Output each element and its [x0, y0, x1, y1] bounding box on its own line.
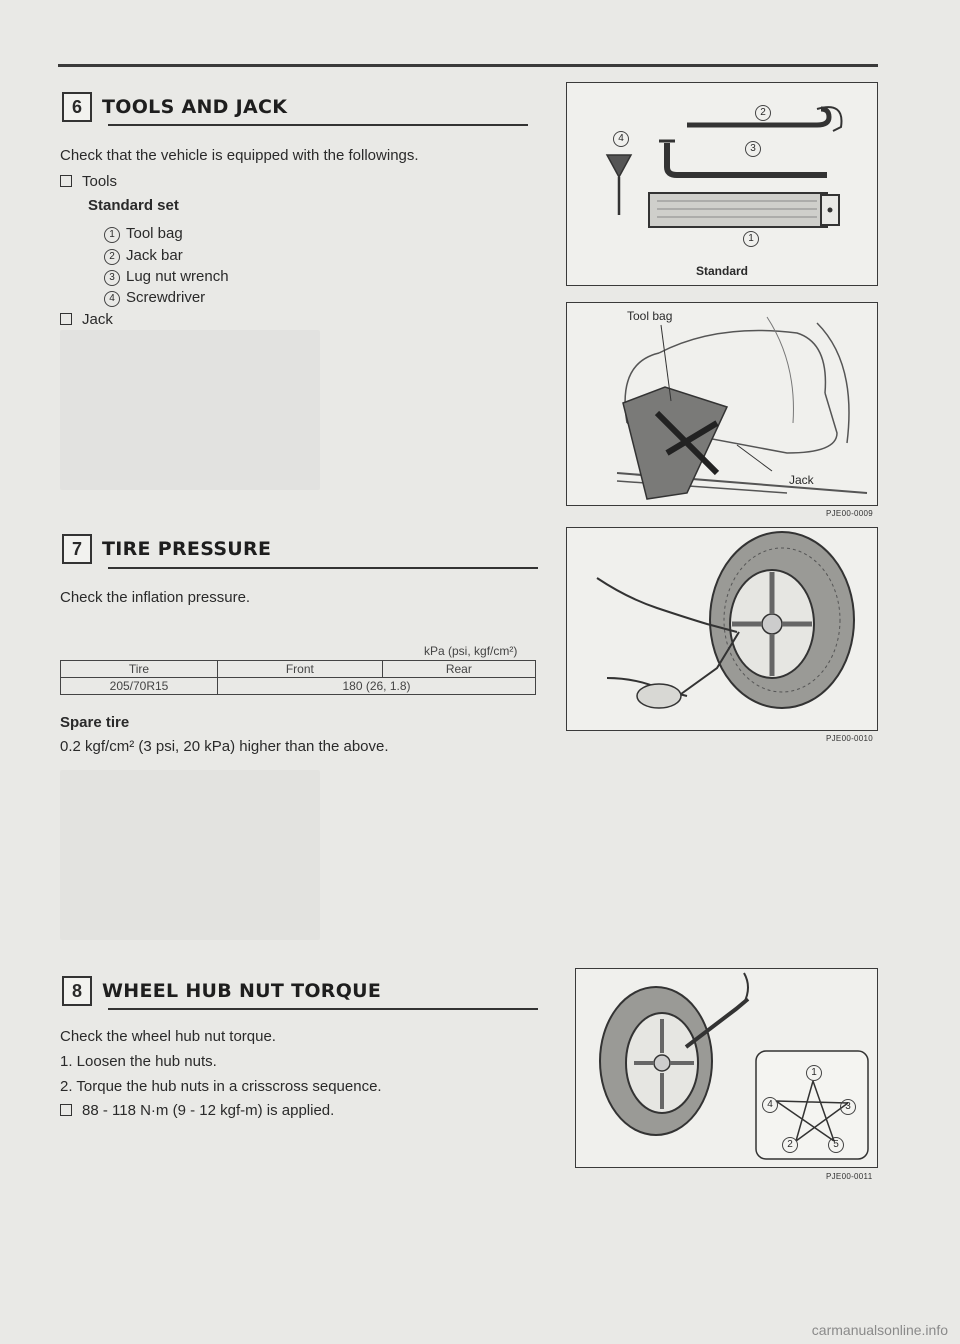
figure-caption: Standard: [695, 264, 748, 278]
tools-intro: Check that the vehicle is equipped with the followings.: [60, 147, 419, 164]
checkbox-icon: [60, 313, 72, 325]
torque-spec: 88 - 118 N·m (9 - 12 kgf-m) is applied.: [82, 1102, 335, 1119]
jack-label: Jack: [82, 311, 113, 328]
figure-code: PJE00-0009: [826, 509, 874, 518]
spare-tire-label: Spare tire: [60, 714, 130, 731]
section-title: TOOLS AND JACK: [102, 96, 288, 118]
section-rule: [108, 124, 528, 126]
checkbox-icon: [60, 175, 72, 187]
wheel-intro: Check the wheel hub nut torque.: [60, 1028, 276, 1045]
tire-gauge-figure: [566, 527, 878, 731]
circled-number-icon: 2: [104, 249, 120, 265]
tire-gauge-illustration: [567, 528, 876, 728]
tool-item-label: Tool bag: [126, 225, 183, 242]
tools-checklist-item: [60, 172, 117, 192]
tools-illustration: [567, 83, 876, 283]
torque-check-item: [60, 1101, 334, 1121]
sequence-2: 2: [782, 1137, 798, 1153]
watermark: carmanualsonline.info: [811, 1322, 948, 1338]
tire-intro: Check the inflation pressure.: [60, 589, 251, 606]
checkbox-icon: [60, 1104, 72, 1116]
table-header-row: [61, 661, 536, 678]
section-rule: [108, 567, 538, 569]
figure-code: PJE00-0010: [826, 734, 874, 743]
section-number: 8: [62, 976, 92, 1006]
spare-tire-text: 0.2 kgf/cm² (3 psi, 20 kPa) higher than the above.: [60, 738, 389, 755]
bleed-through: [60, 770, 320, 940]
tool-bag-location-figure: [566, 302, 878, 506]
callout-2: 2: [755, 105, 771, 121]
jack-checklist-item: [60, 310, 113, 330]
header-rear: Rear: [382, 661, 535, 678]
section-7-heading: [62, 534, 271, 564]
wheel-torque-figure: [575, 968, 878, 1168]
standard-set-label: Standard set: [88, 197, 179, 214]
tools-label: Tools: [82, 173, 118, 190]
top-rule: [58, 64, 878, 67]
section-number: 7: [62, 534, 92, 564]
section-8-heading: [62, 976, 381, 1006]
section-rule: [108, 1008, 538, 1010]
seat-illustration: [567, 303, 876, 503]
section-title: WHEEL HUB NUT TORQUE: [102, 980, 382, 1002]
header-front: Front: [218, 661, 383, 678]
table-row: [61, 678, 536, 695]
standard-tools-figure: [566, 82, 878, 286]
sequence-5: 5: [828, 1137, 844, 1153]
tire-size-cell: 205/70R15: [61, 678, 218, 695]
pressure-value-cell: 180 (26, 1.8): [218, 678, 536, 695]
circled-number-icon: 4: [104, 291, 120, 307]
tool-item: [104, 246, 183, 266]
callout-4: 4: [613, 131, 629, 147]
figure-code: PJE00-0011: [826, 1172, 873, 1181]
tool-item-label: Screwdriver: [126, 289, 206, 306]
bleed-through: [60, 330, 320, 490]
sequence-1: 1: [806, 1065, 822, 1081]
wheel-step: 2. Torque the hub nuts in a crisscross sequence.: [60, 1078, 382, 1095]
tool-item: [104, 224, 183, 244]
tool-item-label: Jack bar: [126, 247, 183, 264]
section-title: TIRE PRESSURE: [102, 538, 272, 560]
tool-item: [104, 267, 229, 287]
callout-3: 3: [745, 141, 761, 157]
wheel-illustration: [576, 969, 876, 1165]
wheel-step: 1. Loosen the hub nuts.: [60, 1053, 217, 1070]
callout-1: 1: [743, 231, 759, 247]
sequence-4: 4: [762, 1097, 778, 1113]
jack-callout-label: Jack: [789, 473, 814, 487]
circled-number-icon: 1: [104, 227, 120, 243]
tool-item: [104, 288, 205, 308]
pressure-unit: kPa (psi, kgf/cm²): [424, 644, 518, 658]
header-tire: Tire: [61, 661, 218, 678]
section-6-heading: [62, 92, 287, 122]
sequence-3: 3: [840, 1099, 856, 1115]
tire-pressure-table: [60, 660, 536, 695]
section-number: 6: [62, 92, 92, 122]
tool-bag-label: Tool bag: [627, 309, 673, 323]
tool-item-label: Lug nut wrench: [126, 268, 229, 285]
circled-number-icon: 3: [104, 270, 120, 286]
